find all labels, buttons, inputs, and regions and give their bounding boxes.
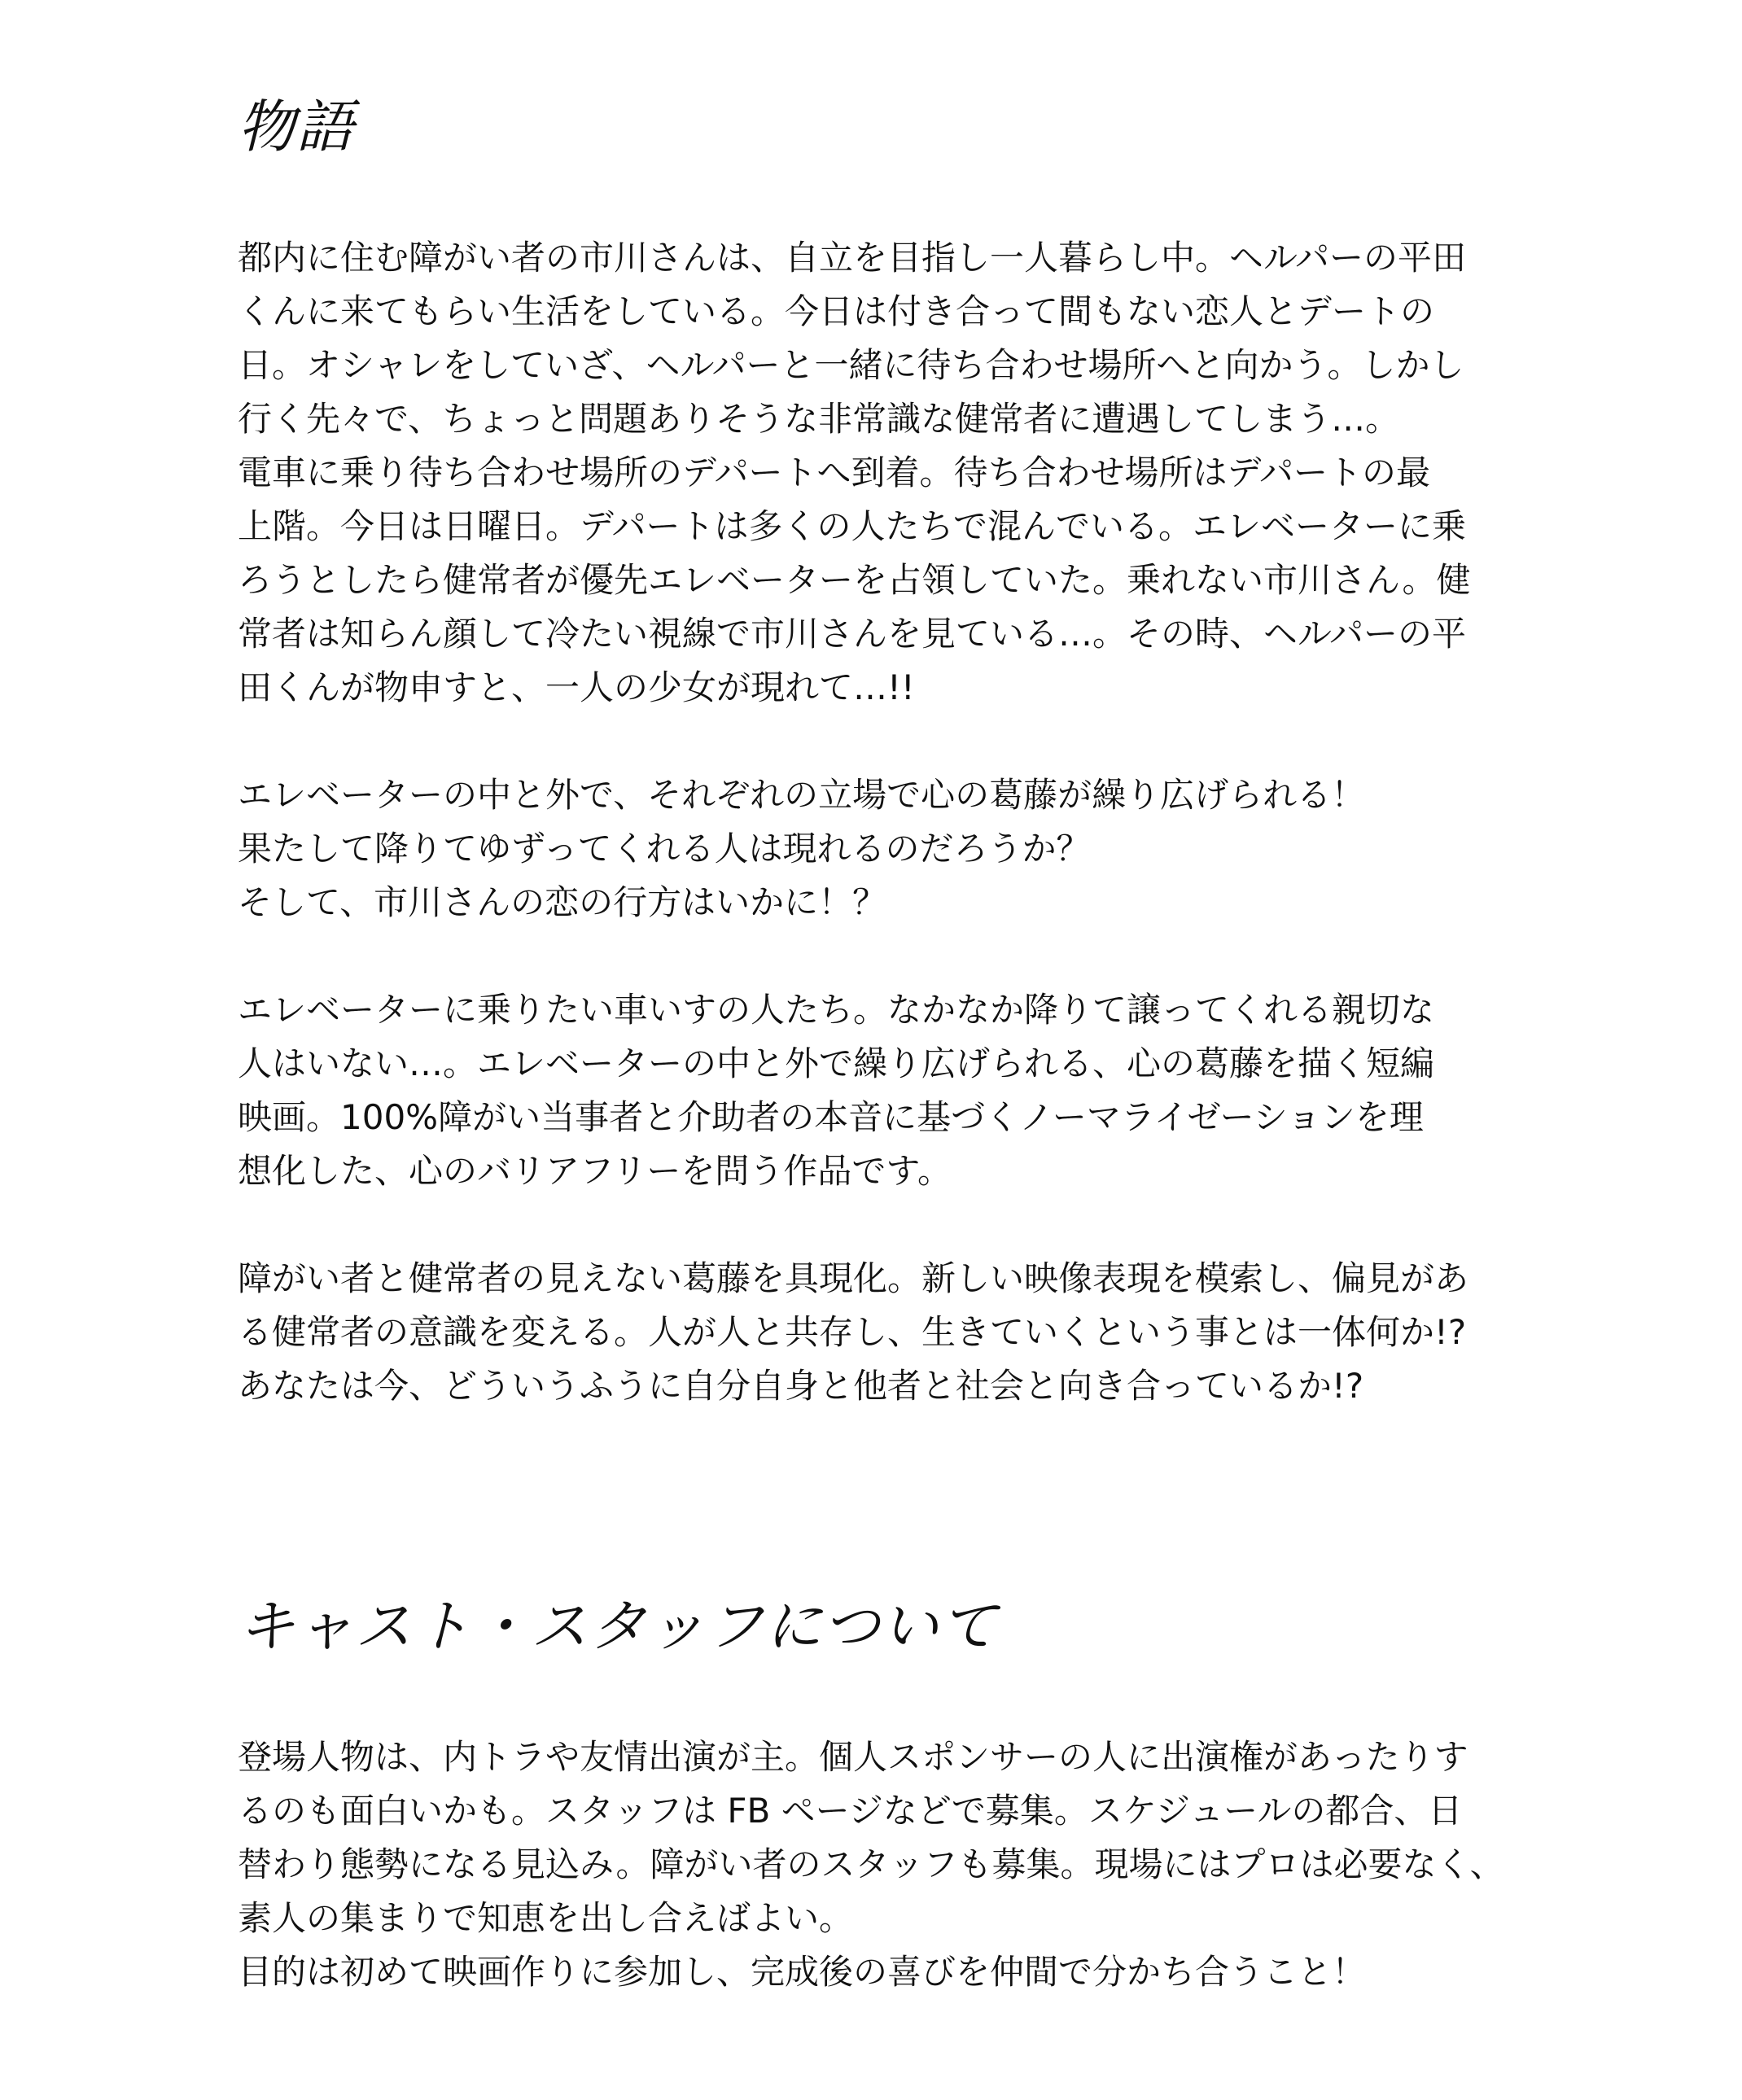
text-line: 障がい者と健常者の見えない葛藤を具現化。新しい映像表現を模索し、偏見があ <box>238 1258 1469 1298</box>
text-line: くんに来てもらい生活をしている。今日は付き合って間もない恋人とデートの <box>238 291 1435 331</box>
text-line: るのも面白いかも。スタッフは FB ページなどで募集。スケジュールの都合、日 <box>238 1791 1463 1831</box>
text-line: 果たして降りてゆずってくれる人は現れるのだろうか？ <box>238 829 1091 868</box>
text-line: 替わり態勢になる見込み。障がい者のスタッフも募集。現場にはプロは必要なく、 <box>238 1844 1504 1884</box>
story-paragraph-3 <box>238 983 1540 1198</box>
text-line: 目的は初めて映画作りに参加し、完成後の喜びを仲間で分かち合うこと！ <box>238 1952 1367 1992</box>
cast-staff-section <box>238 1587 1540 1999</box>
text-line: エレベーターの中と外で、それぞれの立場で心の葛藤が繰り広げられる！ <box>238 775 1366 815</box>
text-line: 常者は知らん顔して冷たい視線で市川さんを見ている…。その時、ヘルパーの平 <box>238 614 1467 654</box>
cast-staff-heading: キャスト・スタッフについて <box>238 1593 999 1660</box>
text-line: そして、市川さんの恋の行方はいかに！？ <box>238 882 887 922</box>
text-line: 人はいない…。エレベーターの中と外で繰り広げられる、心の葛藤を描く短編 <box>238 1043 1435 1083</box>
story-paragraph-1 <box>238 231 1540 715</box>
story-heading: 物語 <box>238 94 355 160</box>
story-paragraph-2 <box>238 768 1540 930</box>
cast-staff-paragraph <box>238 1730 1540 1999</box>
text-line: 都内に住む障がい者の市川さんは、自立を目指し一人暮らし中。ヘルパーの平田 <box>238 238 1467 278</box>
text-line: 映画。100%障がい当事者と介助者の本音に基づくノーマライゼーションを理 <box>238 1097 1424 1137</box>
text-line: 電車に乗り待ち合わせ場所のデパートへ到着。待ち合わせ場所はデパートの最 <box>238 453 1430 492</box>
text-line: あなたは今、どういうふうに自分自身と他者と社会と向き合っているか!? <box>238 1366 1364 1406</box>
text-line: 行く先々で、ちょっと問題ありそうな非常識な健常者に遭遇してしまう…。 <box>238 399 1400 439</box>
text-line: 素人の集まりで知恵を出し合えばよい。 <box>238 1898 854 1938</box>
text-line: ろうとしたら健常者が優先エレベーターを占領していた。乗れない市川さん。健 <box>238 560 1471 600</box>
text-line: エレベーターに乗りたい車いすの人たち。なかなか降りて譲ってくれる親切な <box>238 990 1435 1030</box>
text-line: 上階。今日は日曜日。デパートは多くの人たちで混んでいる。エレベーターに乗 <box>238 506 1467 546</box>
text-line: 日。オシャレをしていざ、ヘルパーと一緒に待ち合わせ場所へと向かう。しかし <box>238 345 1464 385</box>
text-line: 想化した、心のバリアフリーを問う作品です。 <box>238 1151 952 1191</box>
text-line: 登場人物は、内トラや友情出演が主。個人スポンサーの人に出演権があったりす <box>238 1737 1468 1777</box>
story-section <box>238 88 1540 1413</box>
text-line: る健常者の意識を変える。人が人と共存し、生きていくという事とは一体何か!? <box>238 1312 1467 1352</box>
story-paragraph-4 <box>238 1252 1540 1413</box>
text-line: 田くんが物申すと、一人の少女が現れて…!! <box>238 667 915 707</box>
